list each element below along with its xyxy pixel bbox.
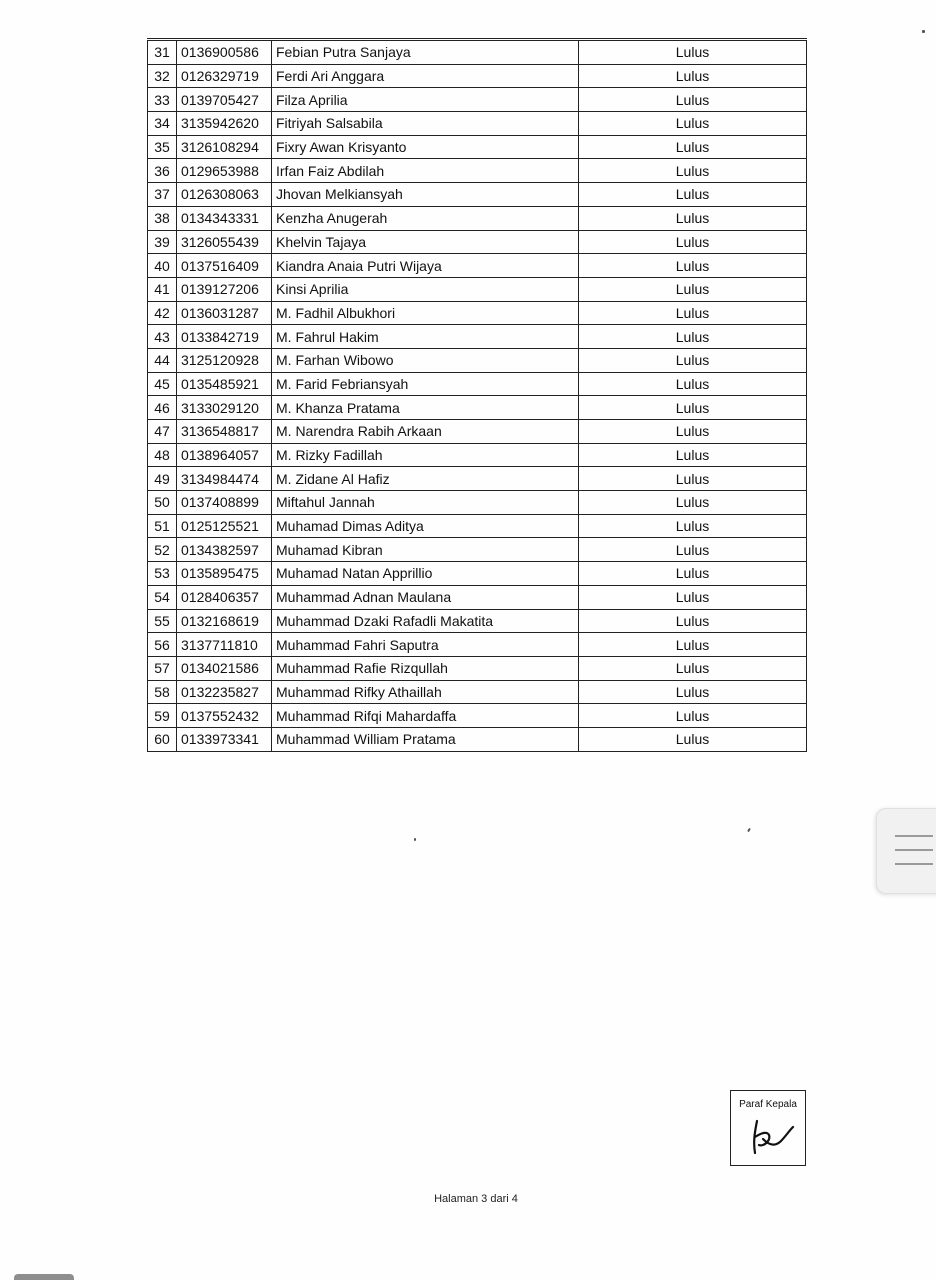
nisn-cell: 0139127206: [177, 277, 272, 301]
table-row: [148, 112, 807, 136]
student-name-cell: M. Rizky Fadillah: [272, 443, 579, 467]
status-cell: Lulus: [579, 443, 807, 467]
student-name-cell: M. Narendra Rabih Arkaan: [272, 420, 579, 444]
status-cell: Lulus: [579, 206, 807, 230]
row-number-cell: 52: [148, 538, 177, 562]
nisn-cell: 0125125521: [177, 514, 272, 538]
hamburger-menu-icon: [895, 835, 933, 837]
graduation-results-table: [147, 38, 807, 752]
table-row: [148, 538, 807, 562]
student-name-cell: Muhammad Rifqi Mahardaffa: [272, 704, 579, 728]
student-name-cell: Kinsi Aprilia: [272, 277, 579, 301]
row-number-cell: 48: [148, 443, 177, 467]
table-row: [148, 467, 807, 491]
nisn-cell: 0133973341: [177, 727, 272, 751]
student-name-cell: Muhammad Fahri Saputra: [272, 633, 579, 657]
table-row: [148, 656, 807, 680]
table-row: [148, 420, 807, 444]
status-cell: Lulus: [579, 704, 807, 728]
nisn-cell: 0133842719: [177, 325, 272, 349]
status-cell: Lulus: [579, 609, 807, 633]
row-number-cell: 49: [148, 467, 177, 491]
nisn-cell: 0136900586: [177, 40, 272, 65]
status-cell: Lulus: [579, 633, 807, 657]
table-row: [148, 585, 807, 609]
student-name-cell: Filza Aprilia: [272, 88, 579, 112]
table-row: [148, 183, 807, 207]
status-cell: Lulus: [579, 727, 807, 751]
nisn-cell: 0132168619: [177, 609, 272, 633]
hamburger-menu-icon: [895, 849, 933, 851]
student-name-cell: Muhammad Rafie Rizqullah: [272, 656, 579, 680]
table-body: [148, 40, 807, 752]
nisn-cell: 3134984474: [177, 467, 272, 491]
status-cell: Lulus: [579, 301, 807, 325]
table-row: [148, 633, 807, 657]
status-cell: Lulus: [579, 159, 807, 183]
student-name-cell: M. Khanza Pratama: [272, 396, 579, 420]
table-row: [148, 135, 807, 159]
nisn-cell: 0135895475: [177, 562, 272, 586]
row-number-cell: 55: [148, 609, 177, 633]
row-number-cell: 38: [148, 206, 177, 230]
row-number-cell: 56: [148, 633, 177, 657]
status-cell: Lulus: [579, 277, 807, 301]
status-cell: Lulus: [579, 372, 807, 396]
student-name-cell: Muhammad Rifky Athaillah: [272, 680, 579, 704]
table-row: [148, 159, 807, 183]
row-number-cell: 54: [148, 585, 177, 609]
nisn-cell: 0134382597: [177, 538, 272, 562]
status-cell: Lulus: [579, 183, 807, 207]
nisn-cell: 3125120928: [177, 348, 272, 372]
status-cell: Lulus: [579, 112, 807, 136]
row-number-cell: 33: [148, 88, 177, 112]
student-name-cell: Jhovan Melkiansyah: [272, 183, 579, 207]
nisn-cell: 0132235827: [177, 680, 272, 704]
table-row: [148, 40, 807, 65]
table-row: [148, 254, 807, 278]
table-row: [148, 230, 807, 254]
table-row: [148, 372, 807, 396]
nisn-cell: 0129653988: [177, 159, 272, 183]
status-cell: Lulus: [579, 562, 807, 586]
row-number-cell: 40: [148, 254, 177, 278]
nisn-cell: 0136031287: [177, 301, 272, 325]
status-cell: Lulus: [579, 491, 807, 515]
table-row: [148, 680, 807, 704]
table-row: [148, 206, 807, 230]
nisn-cell: 3137711810: [177, 633, 272, 657]
student-name-cell: Muhammad Adnan Maulana: [272, 585, 579, 609]
row-number-cell: 31: [148, 40, 177, 65]
bottom-toolbar-tab[interactable]: [14, 1274, 74, 1280]
table-row: [148, 301, 807, 325]
row-number-cell: 39: [148, 230, 177, 254]
nisn-cell: 0126308063: [177, 183, 272, 207]
status-cell: Lulus: [579, 396, 807, 420]
student-name-cell: Kiandra Anaia Putri Wijaya: [272, 254, 579, 278]
scan-speck: [922, 30, 925, 33]
nisn-cell: 0134021586: [177, 656, 272, 680]
row-number-cell: 51: [148, 514, 177, 538]
status-cell: Lulus: [579, 64, 807, 88]
student-name-cell: Irfan Faiz Abdilah: [272, 159, 579, 183]
table-row: [148, 704, 807, 728]
row-number-cell: 37: [148, 183, 177, 207]
student-name-cell: Ferdi Ari Anggara: [272, 64, 579, 88]
nisn-cell: 0128406357: [177, 585, 272, 609]
table-row: [148, 88, 807, 112]
row-number-cell: 58: [148, 680, 177, 704]
table-row: [148, 443, 807, 467]
row-number-cell: 36: [148, 159, 177, 183]
row-number-cell: 32: [148, 64, 177, 88]
nisn-cell: 0138964057: [177, 443, 272, 467]
student-name-cell: Fixry Awan Krisyanto: [272, 135, 579, 159]
row-number-cell: 34: [148, 112, 177, 136]
student-name-cell: Khelvin Tajaya: [272, 230, 579, 254]
row-number-cell: 53: [148, 562, 177, 586]
status-cell: Lulus: [579, 230, 807, 254]
nisn-cell: 0139705427: [177, 88, 272, 112]
paraf-box: [730, 1090, 806, 1166]
side-panel-handle[interactable]: [876, 808, 936, 894]
nisn-cell: 0134343331: [177, 206, 272, 230]
table-row: [148, 325, 807, 349]
status-cell: Lulus: [579, 348, 807, 372]
table-row: [148, 727, 807, 751]
row-number-cell: 45: [148, 372, 177, 396]
paraf-label: Paraf Kepala: [739, 1099, 797, 1110]
status-cell: Lulus: [579, 680, 807, 704]
status-cell: Lulus: [579, 585, 807, 609]
row-number-cell: 50: [148, 491, 177, 515]
table-row: [148, 562, 807, 586]
student-name-cell: M. Zidane Al Hafiz: [272, 467, 579, 491]
row-number-cell: 59: [148, 704, 177, 728]
student-name-cell: Fitriyah Salsabila: [272, 112, 579, 136]
table-row: [148, 348, 807, 372]
nisn-cell: 0126329719: [177, 64, 272, 88]
status-cell: Lulus: [579, 420, 807, 444]
row-number-cell: 46: [148, 396, 177, 420]
scan-speck: [414, 838, 416, 841]
student-name-cell: Miftahul Jannah: [272, 491, 579, 515]
nisn-cell: 0137516409: [177, 254, 272, 278]
nisn-cell: 3136548817: [177, 420, 272, 444]
student-name-cell: Muhammad Dzaki Rafadli Makatita: [272, 609, 579, 633]
student-name-cell: Febian Putra Sanjaya: [272, 40, 579, 65]
table-row: [148, 396, 807, 420]
nisn-cell: 0137552432: [177, 704, 272, 728]
row-number-cell: 35: [148, 135, 177, 159]
status-cell: Lulus: [579, 88, 807, 112]
status-cell: Lulus: [579, 254, 807, 278]
table-row: [148, 64, 807, 88]
table-row: [148, 491, 807, 515]
scan-speck: [747, 828, 751, 832]
row-number-cell: 41: [148, 277, 177, 301]
status-cell: Lulus: [579, 538, 807, 562]
student-name-cell: Muhammad William Pratama: [272, 727, 579, 751]
row-number-cell: 43: [148, 325, 177, 349]
nisn-cell: 3133029120: [177, 396, 272, 420]
student-name-cell: M. Farid Febriansyah: [272, 372, 579, 396]
student-name-cell: M. Fahrul Hakim: [272, 325, 579, 349]
nisn-cell: 3135942620: [177, 112, 272, 136]
status-cell: Lulus: [579, 325, 807, 349]
nisn-cell: 0135485921: [177, 372, 272, 396]
handwritten-signature-icon: [745, 1117, 797, 1157]
student-name-cell: M. Fadhil Albukhori: [272, 301, 579, 325]
status-cell: Lulus: [579, 135, 807, 159]
row-number-cell: 42: [148, 301, 177, 325]
status-cell: Lulus: [579, 467, 807, 491]
status-cell: Lulus: [579, 40, 807, 65]
hamburger-menu-icon: [895, 863, 933, 865]
student-name-cell: Muhamad Natan Apprillio: [272, 562, 579, 586]
nisn-cell: 3126108294: [177, 135, 272, 159]
table-row: [148, 609, 807, 633]
row-number-cell: 44: [148, 348, 177, 372]
row-number-cell: 60: [148, 727, 177, 751]
student-name-cell: Kenzha Anugerah: [272, 206, 579, 230]
status-cell: Lulus: [579, 656, 807, 680]
row-number-cell: 57: [148, 656, 177, 680]
student-name-cell: Muhamad Kibran: [272, 538, 579, 562]
student-name-cell: Muhamad Dimas Aditya: [272, 514, 579, 538]
status-cell: Lulus: [579, 514, 807, 538]
nisn-cell: 0137408899: [177, 491, 272, 515]
row-number-cell: 47: [148, 420, 177, 444]
page-number: Halaman 3 dari 4: [434, 1193, 518, 1205]
table-row: [148, 514, 807, 538]
student-name-cell: M. Farhan Wibowo: [272, 348, 579, 372]
nisn-cell: 3126055439: [177, 230, 272, 254]
table-row: [148, 277, 807, 301]
